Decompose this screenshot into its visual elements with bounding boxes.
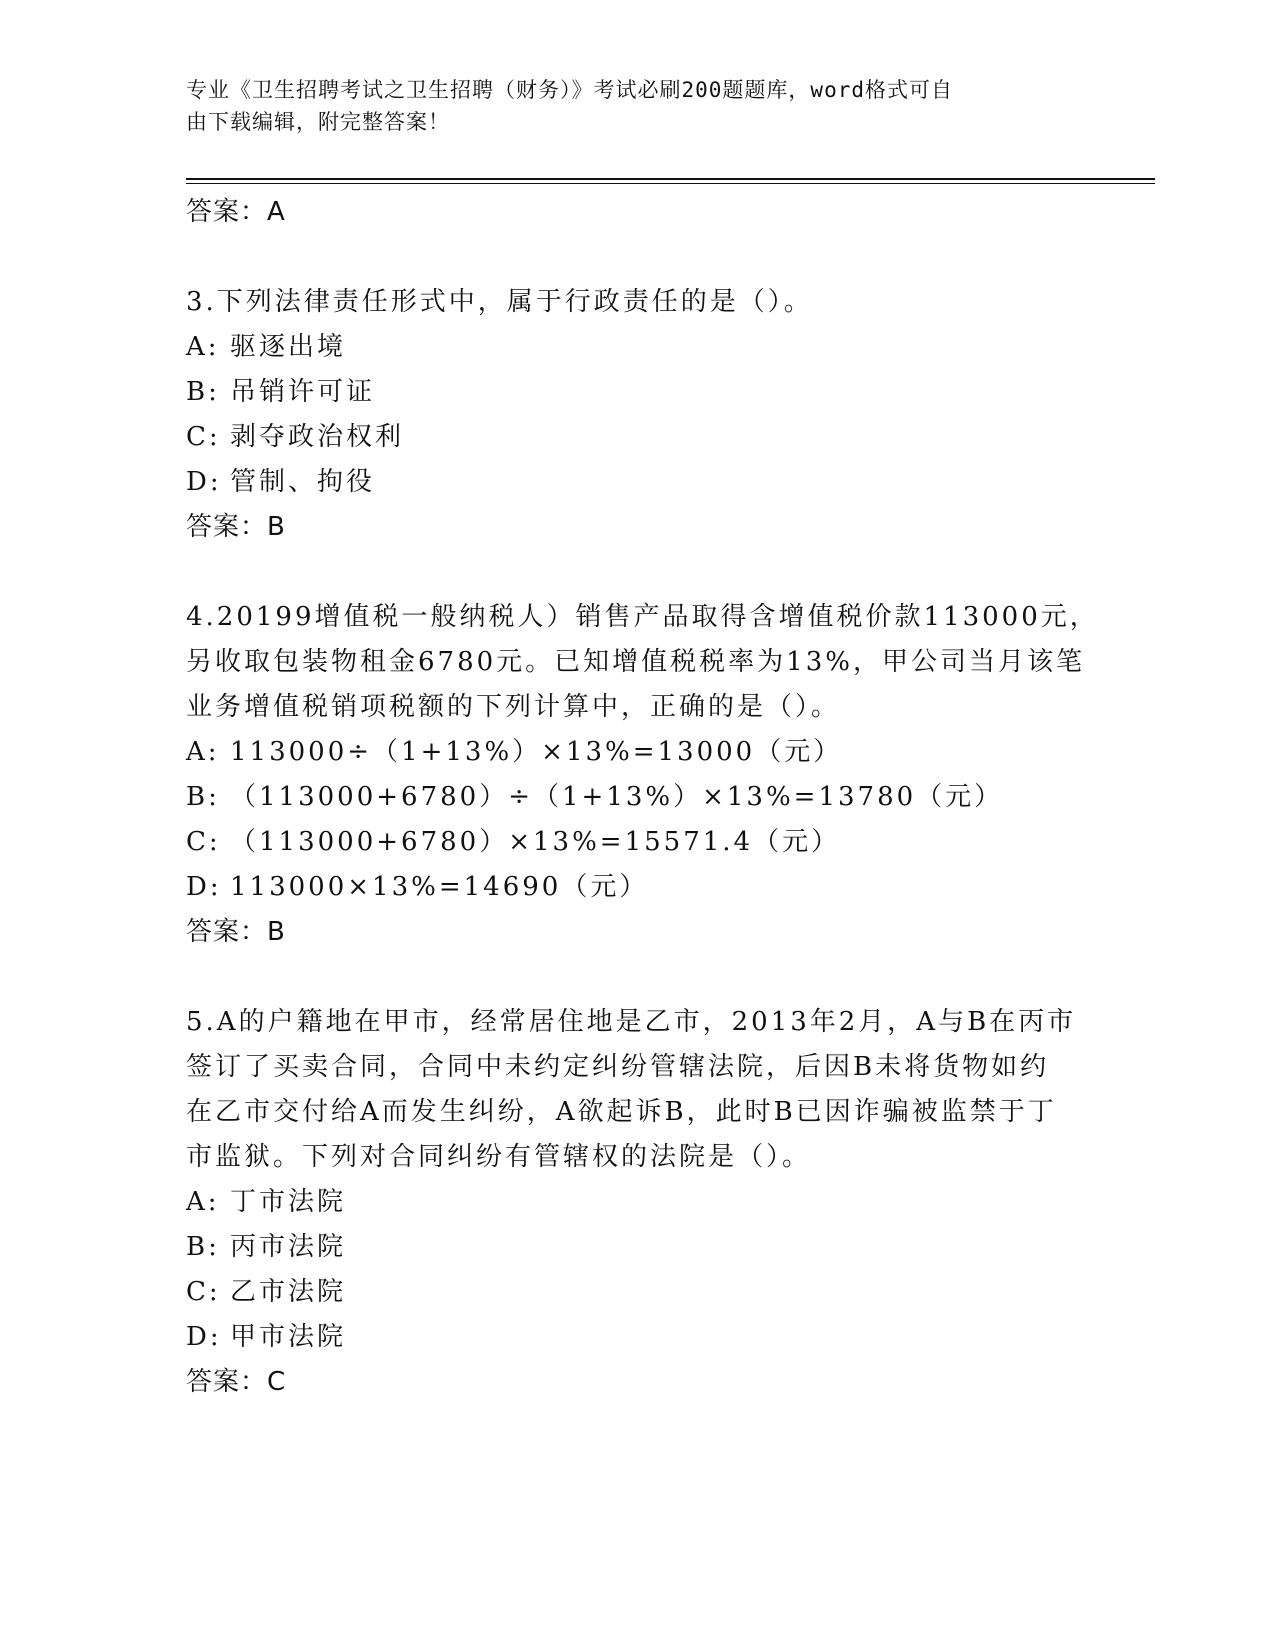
option-text: 驱逐出境 [230, 332, 347, 362]
question-5-text-line-1: 5.A的户籍地在甲市，经常居住地是乙市，2013年2月，A与B在丙市 [186, 1007, 1077, 1037]
option-text: 吊销许可证 [230, 377, 376, 407]
option-key: A: [186, 1187, 220, 1217]
option-text: 丙市法院 [230, 1232, 347, 1262]
question-5-text-line-3: 在乙市交付给A而发生纠纷，A欲起诉B，此时B已因诈骗被监禁于丁 [186, 1097, 1057, 1127]
question-4-answer: 答案：B [186, 917, 286, 947]
header-line-2: 由下载编辑，附完整答案！ [186, 110, 450, 134]
option-text: 113000÷（1+13%）×13%=13000（元） [230, 737, 843, 767]
question-5-option-c [186, 1270, 1086, 1315]
option-key: D: [186, 467, 222, 497]
question-5-option-d [186, 1315, 1086, 1360]
option-key: B: [186, 1232, 220, 1262]
question-4-option-c [186, 820, 1086, 865]
option-key: D: [186, 872, 222, 902]
question-3-option-a [186, 325, 1086, 370]
question-4-text-line-1: 4.20199增值税一般纳税人）销售产品取得含增值税价款113000元， [186, 602, 1099, 632]
question-3-answer: 答案：B [186, 512, 286, 542]
spacer [186, 550, 1086, 595]
option-key: C: [186, 827, 221, 857]
question-5-text-line-4: 市监狱。下列对合同纠纷有管辖权的法院是（）。 [186, 1142, 812, 1172]
question-list [186, 190, 1099, 1405]
option-text: 甲市法院 [230, 1322, 347, 1352]
question-5-option-a [186, 1180, 1086, 1225]
question-5 [186, 1000, 1086, 1405]
question-3-option-d [186, 460, 1086, 505]
question-4-text-line-2: 另收取包装物租金6780元。已知增值税税率为13%，甲公司当月该笔 [186, 647, 1085, 677]
option-key: B: [186, 782, 220, 812]
question-3-option-c [186, 415, 1086, 460]
option-text: （113000+6780）×13%=15571.4（元） [230, 827, 841, 857]
spacer [186, 955, 1086, 1000]
option-text: 113000×13%=14690（元） [230, 872, 649, 902]
question-5-option-b [186, 1225, 1086, 1270]
header-line-1: 专业《卫生招聘考试之卫生招聘（财务）》考试必刷200题题库，word格式可自 [186, 78, 953, 102]
question-4-text-line-3: 业务增值税销项税额的下列计算中，正确的是（）。 [186, 692, 841, 722]
option-text: （113000+6780）÷（1+13%）×13%=13780（元） [230, 782, 1004, 812]
option-text: 剥夺政治权利 [230, 422, 405, 452]
option-key: B: [186, 377, 220, 407]
option-key: C: [186, 422, 221, 452]
question-3 [186, 280, 1086, 550]
spacer [186, 235, 1086, 280]
option-text: 乙市法院 [230, 1277, 347, 1307]
question-3-text-line-1: 3.下列法律责任形式中，属于行政责任的是（）。 [186, 287, 813, 317]
option-key: A: [186, 332, 220, 362]
question-4-option-d [186, 865, 1086, 910]
header-divider-thick [186, 178, 1155, 180]
option-text: 管制、拘役 [230, 467, 376, 497]
option-key: D: [186, 1322, 222, 1352]
option-text: 丁市法院 [230, 1187, 347, 1217]
question-4-option-b [186, 775, 1086, 820]
option-key: A: [186, 737, 220, 767]
answer-previous: 答案：A [186, 197, 286, 227]
option-key: C: [186, 1277, 221, 1307]
document-header [186, 74, 1066, 138]
question-3-option-b [186, 370, 1086, 415]
header-divider-thin [186, 183, 1155, 184]
question-5-text-line-2: 签订了买卖合同，合同中未约定纠纷管辖法院，后因B未将货物如约 [186, 1052, 1050, 1082]
question-4 [186, 595, 1099, 955]
question-4-option-a [186, 730, 1086, 775]
question-5-answer: 答案：C [186, 1367, 287, 1397]
